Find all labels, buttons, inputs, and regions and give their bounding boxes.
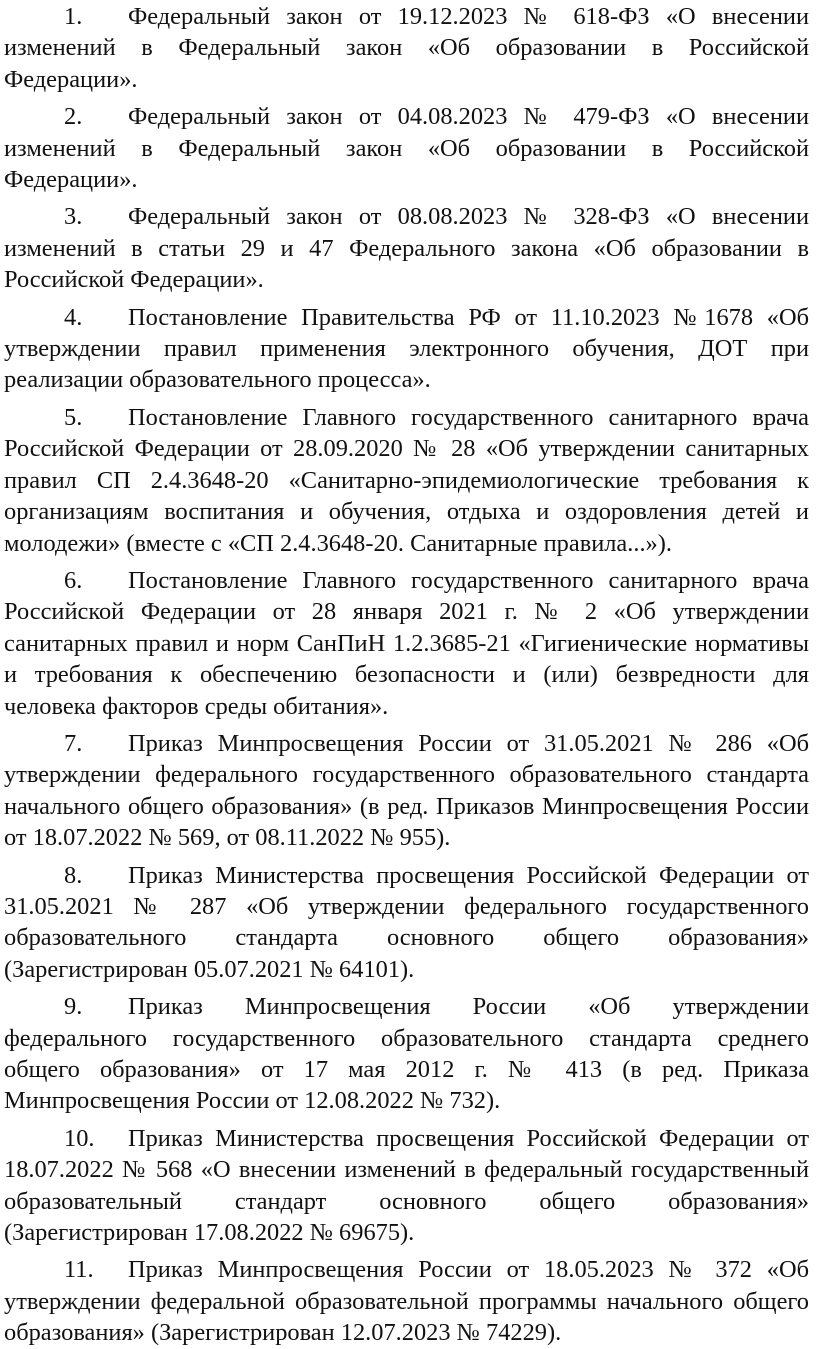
item-text: Федеральный закон от 19.12.2023 № 618-ФЗ «О внесении изменений в Федеральный закон «Об образовании в Российской Федерации». <box>4 3 809 93</box>
list-item <box>4 1248 809 1348</box>
item-number: 6. <box>64 566 83 594</box>
item-number: 11. <box>64 1256 94 1284</box>
list-item <box>4 1117 809 1249</box>
item-text: Федеральный закон от 04.08.2023 № 479-ФЗ «О внесении изменений в Федеральный закон «Об образовании в Российской Федерации». <box>4 103 809 194</box>
list-item <box>4 0 809 95</box>
item-number: 10. <box>64 1124 95 1152</box>
item-number: 3. <box>64 203 83 231</box>
list-item <box>4 396 809 559</box>
item-number: 1. <box>64 3 83 30</box>
list-item <box>4 195 809 295</box>
list-item <box>4 559 809 722</box>
list-item <box>4 296 809 396</box>
item-text: Постановление Главного государственного санитарного врача Российской Федерации от 28.09.2020 № 28 «Об утверждении санитарных правил СП 2.4.3648-20 «Санитарно-эпидемиологические требования к организациям воспитания и обучения, отдыха и оздоровления детей и молодежи» (вместе с «СП 2.4.3648-20. Санитарные правила...»). <box>4 403 809 557</box>
list-item <box>4 722 809 854</box>
regulations-list <box>4 0 809 1349</box>
item-text: Приказ Министерства просвещения Российской Федерации от 18.07.2022 № 568 «О внесении изменений в федеральный государственный образовательный стандарт основного общего образования» (Зарегистрирован 17.08.2022 № 69675). <box>4 1124 809 1247</box>
list-item <box>4 985 809 1117</box>
item-text: Приказ Минпросвещения России от 18.05.2023 № 372 «Об утверждении федеральной образовательной программы начального общего образования» (Зарегистрирован 12.07.2023 № 74229). <box>4 1256 809 1347</box>
item-number: 2. <box>64 103 83 131</box>
item-text: Приказ Министерства просвещения Российской Федерации от 31.05.2021 № 287 «Об утверждении федерального государственного образовательного стандарта основного общего образования» (Зарегистрирован 05.07.2021 № 64101). <box>4 861 809 983</box>
item-text: Приказ Минпросвещения России от 31.05.2021 № 286 «Об утверждении федерального государственного образовательного стандарта начального общего образования» (в ред. Приказов Минпросвещения России от 18.07.2022 № 569, от 08.11.2022 № 955). <box>4 729 809 852</box>
item-text: Постановление Правительства РФ от 11.10.2023 №1678 «Об утверждении правил применения электронного обучения, ДОТ при реализации образовательного процесса». <box>4 303 809 394</box>
item-number: 8. <box>64 861 83 889</box>
list-item <box>4 854 809 986</box>
item-number: 5. <box>64 403 83 431</box>
item-number: 7. <box>64 729 83 757</box>
item-text: Федеральный закон от 08.08.2023 № 328-ФЗ «О внесении изменений в статьи 29 и 47 Федерального закона «Об образовании в Российской Федерации». <box>4 203 809 294</box>
item-number: 4. <box>64 303 83 331</box>
item-text: Приказ Минпросвещения России «Об утверждении федерального государственного образовательного стандарта среднего общего образования» от 17 мая 2012 г. № 413 (в ред. Приказа Минпросвещения России от 12.08.2022 № 732). <box>4 993 809 1115</box>
item-number: 9. <box>64 993 83 1021</box>
list-item <box>4 95 809 195</box>
item-text: Постановление Главного государственного санитарного врача Российской Федерации от 28 января 2021 г. № 2 «Об утверждении санитарных правил и норм СанПиН 1.2.3685-21 «Гигиенические нормативы и требования к обеспечению безопасности и (или) безвредности для человека факторов среды обитания». <box>4 566 809 720</box>
